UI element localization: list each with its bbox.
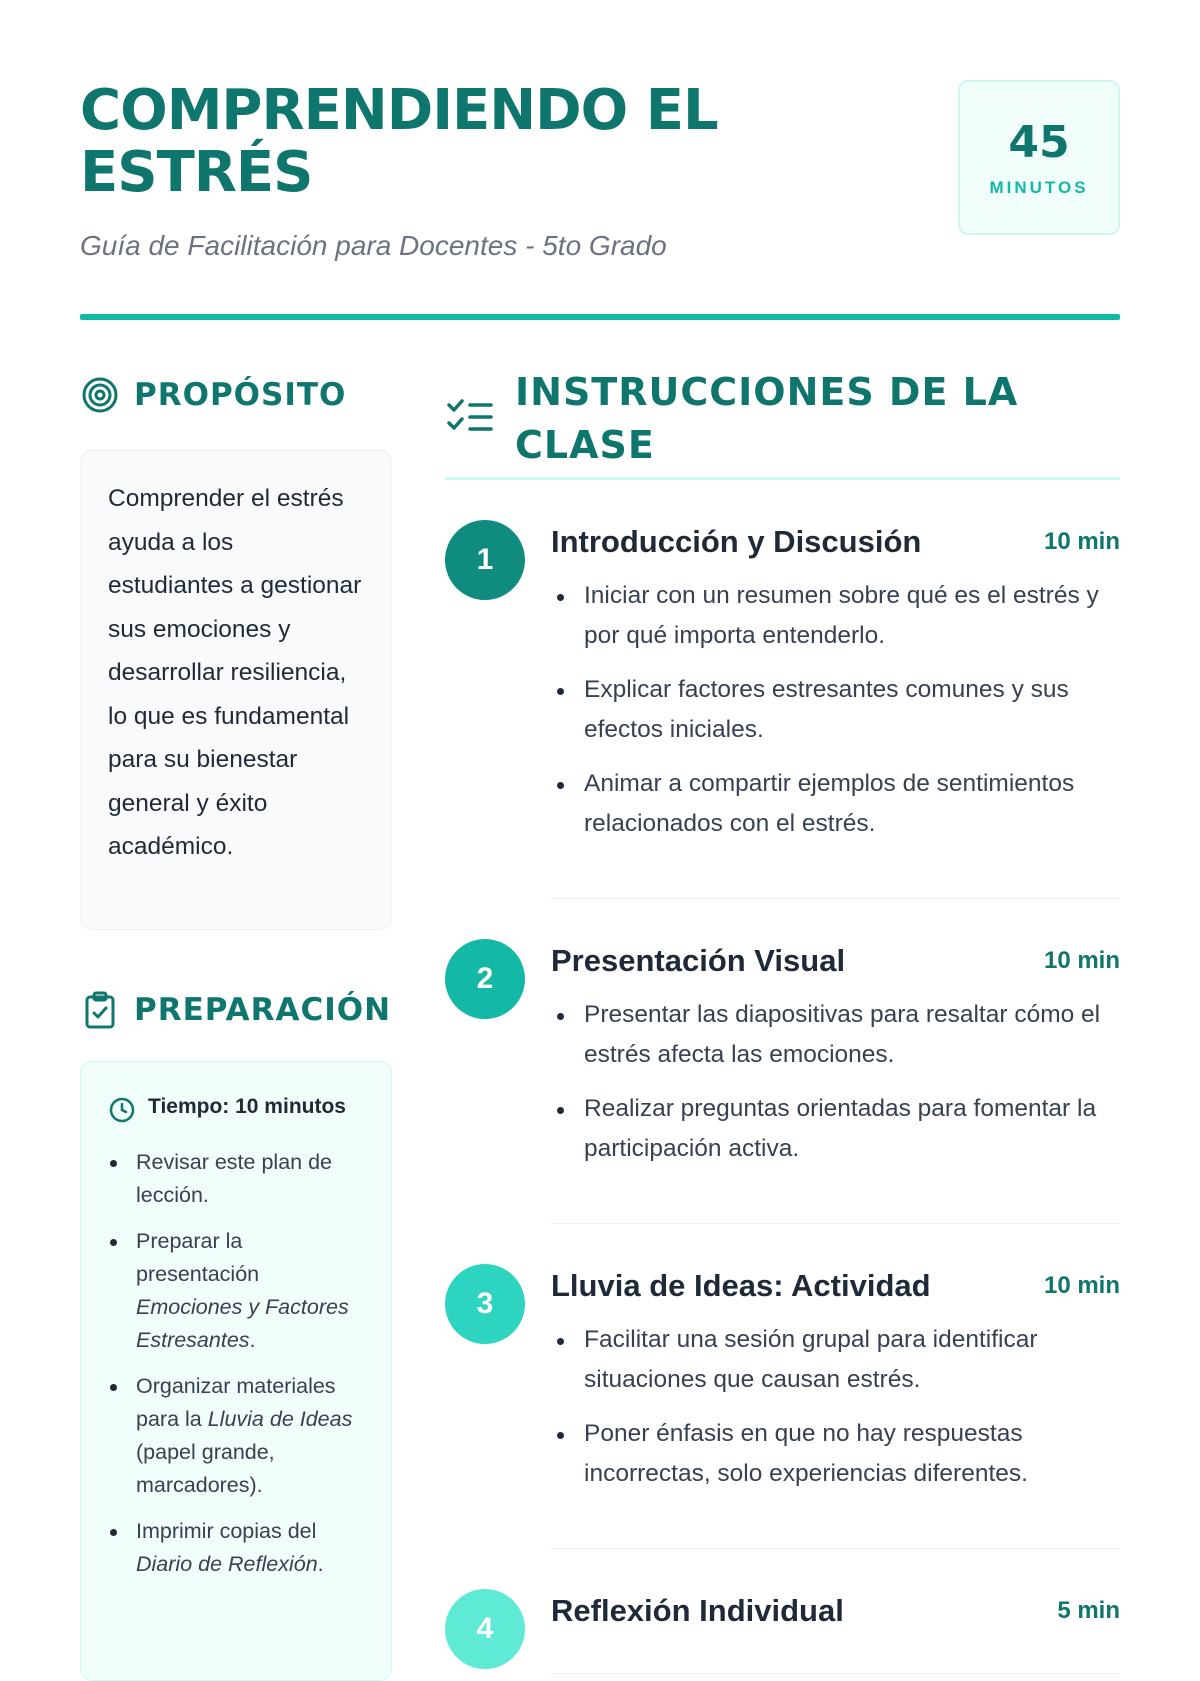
step-duration: 10 min bbox=[1043, 528, 1120, 555]
preparation-title: PREPARACIÓN bbox=[134, 992, 392, 1028]
instructions-header bbox=[445, 370, 1120, 480]
prep-item-text: . bbox=[317, 1552, 324, 1576]
step-duration: 5 min bbox=[1057, 1597, 1120, 1624]
step-bullet: Animar a compartir ejemplos de sentimientos relacionados con el estrés. bbox=[551, 764, 1120, 844]
page-title: COMPRENDIENDO EL ESTRÉS bbox=[80, 78, 718, 205]
step-body bbox=[551, 1589, 1120, 1674]
purpose-card bbox=[80, 450, 392, 930]
target-icon bbox=[80, 375, 120, 415]
step-title: Reflexión Individual bbox=[551, 1593, 844, 1628]
clipboard-check-icon bbox=[80, 990, 120, 1030]
step-title: Presentación Visual bbox=[551, 943, 846, 978]
preparation-header bbox=[80, 985, 392, 1035]
step-body bbox=[551, 520, 1120, 899]
lesson-step bbox=[445, 1224, 1120, 1549]
list-checks-icon bbox=[445, 393, 495, 443]
right-column bbox=[445, 370, 1120, 1674]
step-number-badge: 1 bbox=[445, 520, 525, 600]
prep-item-emphasis: Emociones y Factores Estresantes bbox=[136, 1295, 349, 1352]
step-bullet: Iniciar con un resumen sobre qué es el estrés y por qué importa entenderlo. bbox=[551, 576, 1120, 656]
step-header bbox=[551, 939, 1120, 983]
prep-item-text: Imprimir copias del bbox=[136, 1519, 317, 1543]
purpose-header bbox=[80, 370, 392, 420]
instructions-title: INSTRUCCIONES DE LA CLASE bbox=[515, 369, 1019, 467]
prep-item-emphasis: Diario de Reflexión bbox=[136, 1552, 318, 1576]
step-number-badge: 2 bbox=[445, 939, 525, 1019]
lesson-step bbox=[445, 480, 1120, 899]
lesson-step bbox=[445, 1549, 1120, 1674]
prep-list bbox=[108, 1146, 365, 1581]
step-duration: 10 min bbox=[1043, 1272, 1120, 1299]
step-number-badge: 3 bbox=[445, 1264, 525, 1344]
step-header bbox=[551, 1589, 1120, 1633]
prep-item-text: Preparar la presentación bbox=[136, 1229, 260, 1286]
step-bullets bbox=[551, 576, 1120, 844]
header bbox=[80, 80, 1120, 316]
page-subtitle: Guía de Facilitación para Docentes - 5to Grado bbox=[80, 230, 667, 261]
clock-icon bbox=[108, 1096, 136, 1124]
prep-item bbox=[108, 1225, 365, 1357]
header-divider bbox=[80, 314, 1120, 320]
step-bullets bbox=[551, 995, 1120, 1169]
prep-item-text: (papel grande, marcadores). bbox=[136, 1440, 275, 1497]
header-text bbox=[80, 80, 780, 262]
step-bullet: Presentar las diapositivas para resaltar cómo el estrés afecta las emociones. bbox=[551, 995, 1120, 1075]
step-header bbox=[551, 520, 1120, 564]
left-column bbox=[80, 370, 392, 1681]
preparation-card bbox=[80, 1061, 392, 1681]
purpose-title: PROPÓSITO bbox=[134, 377, 347, 413]
duration-unit: MINUTOS bbox=[989, 178, 1089, 197]
step-title: Lluvia de Ideas: Actividad bbox=[551, 1268, 931, 1303]
step-duration: 10 min bbox=[1043, 947, 1120, 974]
step-number-badge: 4 bbox=[445, 1589, 525, 1669]
step-bullet: Poner énfasis en que no hay respuestas incorrectas, solo experiencias diferentes. bbox=[551, 1414, 1120, 1494]
step-body bbox=[551, 939, 1120, 1224]
step-body bbox=[551, 1264, 1120, 1549]
step-bullet: Facilitar una sesión grupal para identificar situaciones que causan estrés. bbox=[551, 1320, 1120, 1400]
prep-item bbox=[108, 1515, 365, 1581]
prep-item-text: Organizar materiales para la bbox=[136, 1374, 336, 1431]
purpose-text: Comprender el estrés ayuda a los estudiantes a gestionar sus emociones y desarrollar resiliencia, lo que es fundamental para su bienestar general y éxito académico. bbox=[108, 485, 362, 860]
duration-value: 45 bbox=[1008, 117, 1070, 168]
step-bullet: Realizar preguntas orientadas para fomentar la participación activa. bbox=[551, 1089, 1120, 1169]
prep-item-text: Revisar este plan de lección. bbox=[136, 1150, 332, 1207]
prep-item-emphasis: Lluvia de Ideas bbox=[207, 1407, 353, 1431]
duration-badge bbox=[958, 80, 1120, 235]
step-title: Introducción y Discusión bbox=[551, 524, 922, 559]
prep-item bbox=[108, 1146, 365, 1212]
step-bullets bbox=[551, 1320, 1120, 1494]
prep-item-text: . bbox=[249, 1328, 256, 1352]
prep-time-row bbox=[108, 1090, 365, 1124]
lesson-step bbox=[445, 899, 1120, 1224]
prep-time: Tiempo: 10 minutos bbox=[148, 1095, 346, 1118]
prep-item bbox=[108, 1370, 365, 1502]
step-bullet: Explicar factores estresantes comunes y sus efectos iniciales. bbox=[551, 670, 1120, 750]
steps-list bbox=[445, 480, 1120, 1674]
step-header bbox=[551, 1264, 1120, 1308]
